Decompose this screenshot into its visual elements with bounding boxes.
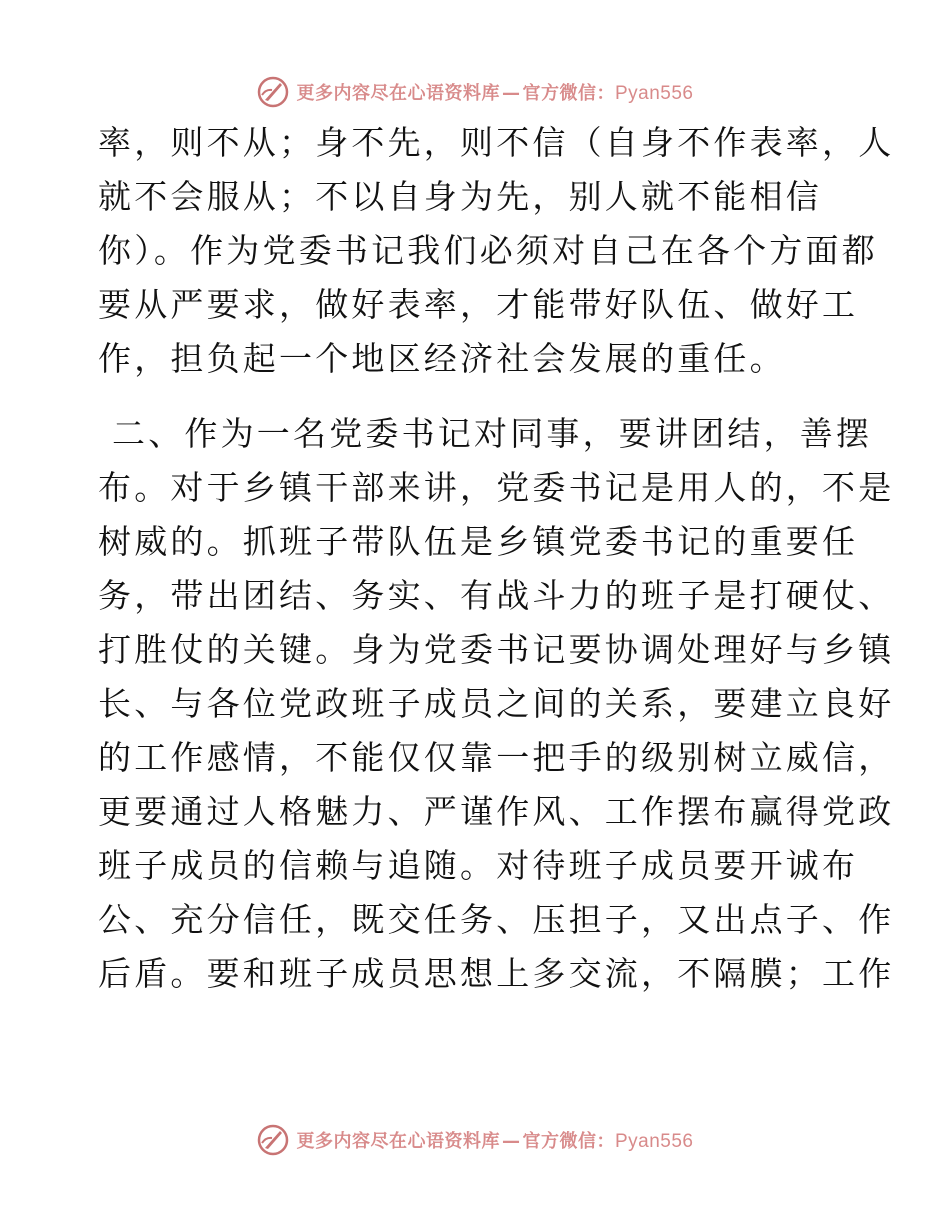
text-line: 长、与各位党政班子成员之间的关系，要建立良好: [98, 684, 895, 723]
text-line: 更要通过人格魅力、严谨作风、工作摆布赢得党政: [98, 792, 895, 831]
text-line: 你）。作为党委书记我们必须对自己在各个方面都: [98, 231, 878, 270]
text-line: 公、充分信任，既交任务、压担子，又出点子、作: [98, 900, 895, 939]
text-line: 率，则不从；身不先，则不信（自身不作表率，人: [98, 123, 895, 162]
text-line: 布。对于乡镇干部来讲，党委书记是用人的，不是: [98, 468, 895, 507]
banner-wechat-label: 官方微信：: [522, 83, 615, 104]
banner-wechat-handle: Pyan556: [614, 1131, 694, 1152]
banner-text: [296, 1127, 693, 1153]
text-line: 树威的。抓班子带队伍是乡镇党委书记的重要任: [98, 522, 859, 561]
text-line: 作，担负起一个地区经济社会发展的重任。: [98, 339, 786, 378]
text-line: 二、作为一名党委书记对同事，要讲团结，善摆: [112, 414, 873, 453]
banner-wechat-handle: Pyan556: [614, 83, 694, 104]
text-line: 打胜仗的关键。身为党委书记要协调处理好与乡镇: [98, 630, 895, 669]
text-line: 务，带出团结、务实、有战斗力的班子是打硬仗、: [98, 576, 895, 615]
text-line: 班子成员的信赖与追随。对待班子成员要开诚布: [98, 846, 859, 885]
text-line: 就不会服从；不以自身为先，别人就不能相信: [98, 177, 822, 216]
banner-text: [296, 79, 693, 105]
quill-logo-icon: [256, 75, 290, 109]
text-line: 的工作感情，不能仅仅靠一把手的级别树立威信，: [98, 738, 895, 777]
text-line: 后盾。要和班子成员思想上多交流，不隔膜；工作: [98, 954, 895, 993]
quill-logo-icon: [256, 1123, 290, 1157]
banner-dash: —: [501, 1131, 521, 1152]
paragraph-1: [98, 116, 895, 386]
footer-banner: [0, 1120, 950, 1160]
paragraph-gap: [98, 386, 858, 407]
text-line: 要从严要求，做好表率，才能带好队伍、做好工: [98, 285, 859, 324]
header-banner: [0, 72, 950, 112]
body-text: [98, 116, 895, 1001]
banner-dash: —: [501, 83, 521, 104]
banner-wechat-label: 官方微信：: [522, 1131, 615, 1152]
banner-site-name: 更多内容尽在心语资料库: [296, 83, 500, 104]
banner-site-name: 更多内容尽在心语资料库: [296, 1131, 500, 1152]
paragraph-2: [98, 407, 895, 1001]
